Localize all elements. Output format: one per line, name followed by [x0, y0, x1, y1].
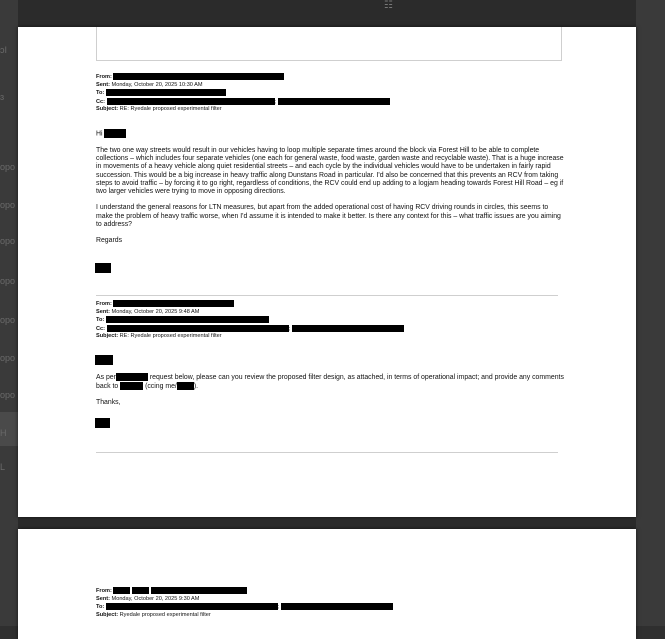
redaction-block — [106, 316, 269, 323]
redaction-block — [106, 89, 226, 96]
redaction-block — [292, 325, 404, 332]
separator — [96, 295, 558, 296]
greeting-redaction — [95, 355, 113, 365]
signature-redaction — [95, 263, 111, 273]
redaction-block — [106, 603, 278, 610]
redaction-block — [113, 300, 234, 307]
redaction-block — [132, 587, 149, 594]
email-1-header: From: Sent: Monday, October 20, 2025 10:30 AM To: Cc: ; Subject: RE: Ryedale proposed experimental filter — [96, 73, 390, 114]
redaction-block — [116, 373, 148, 381]
quoted-box-bottom — [96, 27, 562, 61]
redaction-block — [104, 129, 126, 138]
redaction-block — [278, 98, 390, 105]
signature-redaction — [95, 418, 110, 428]
redaction-block — [113, 73, 284, 80]
document-page-1 — [18, 27, 636, 517]
grid-icon[interactable]: ☷ — [384, 0, 393, 11]
email-1-body: Hi The two one way streets would result in our vehicles having to loop multiple separate times around the block via Forest Hill to be able to complete collections – which includes four separate vehicles (one each for general waste, food waste, garden waste and recyclable waste). That is a huge increase in movements of a heavy vehicle along quiet residential streets – and each cycle by the individual vehicles would have to be undertaken in fairly rapid succession. This would be a big increase in heavy traffic along Dunstans Road in particular. I'd also be concerned that this prevents an RCV from taking steps to avoid traffic – by forcing it to go right, regardless of conditions, the RCV could end up adding to a logjam heading towards Forest Hill Road – eg if two larger vehicles were trying to move in opposing directions. I understand the general reasons for LTN measures, but apart from the added operational cost of having RCV driving rounds in circles, this seems to make the problem of heavy traffic worse, when I'd assume it is intended to make it better. Is there any context for this – what traffic issues are you aiming to address? Regards — [96, 130, 564, 245]
email-3-header: From: Sent: Monday, October 20, 2025 9:30 AM To: ; Subject: Ryedale proposed experimental filter — [96, 587, 393, 619]
scroll-area[interactable] — [636, 0, 665, 626]
redaction-block — [281, 603, 393, 610]
redaction-block — [113, 587, 130, 594]
redaction-block — [107, 98, 275, 105]
redaction-block — [107, 325, 289, 332]
redaction-block — [151, 587, 247, 594]
redaction-block — [177, 382, 194, 390]
redaction-block — [120, 382, 143, 390]
separator — [96, 452, 558, 453]
email-2-body: As per request below, please can you review the proposed filter design, as attached, in terms of operational impact; and provide any comments back to (ccing me/ ). Thanks, — [96, 373, 564, 407]
document-page-2 — [18, 529, 636, 639]
email-2-header: From: Sent: Monday, October 20, 2025 9:48 AM To: Cc: ; Subject: RE: Ryedale proposed experimental filter — [96, 300, 404, 341]
left-panel-edge[interactable]: ɔI ɜ opo opo opo opo opo opo opo H L — [0, 0, 18, 626]
